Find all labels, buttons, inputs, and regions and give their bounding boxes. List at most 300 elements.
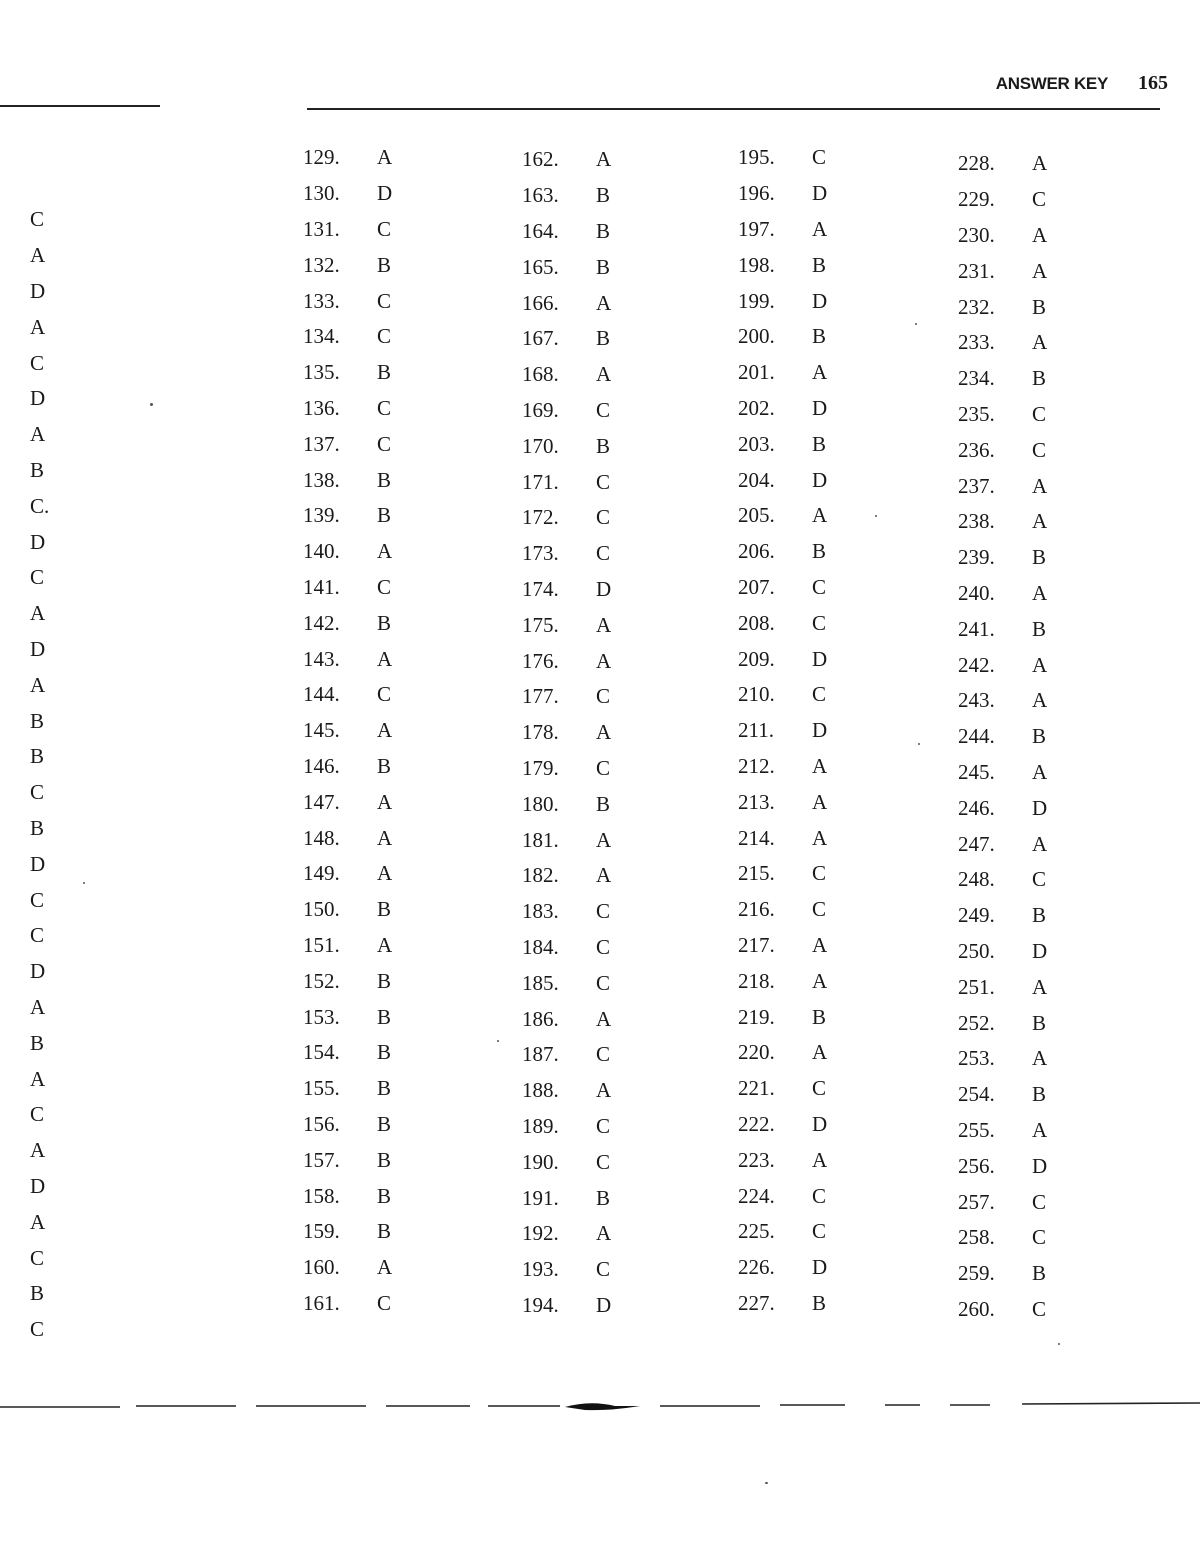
left-answer-row	[30, 309, 49, 345]
question-number: 250.	[958, 938, 995, 963]
answer-letter: C	[596, 1042, 611, 1067]
question-number: 171.	[522, 469, 559, 494]
question-number: 165.	[522, 254, 559, 279]
answer-row	[522, 428, 611, 464]
answer-row	[738, 355, 827, 391]
answer-row	[522, 930, 611, 966]
answer-row	[958, 790, 1047, 826]
question-number: 194.	[522, 1292, 559, 1317]
left-answer-row	[30, 381, 49, 417]
question-number: 240.	[958, 580, 995, 605]
answer-letter: B	[377, 968, 392, 993]
question-number: 135.	[303, 360, 340, 385]
answer-letter: A	[596, 863, 612, 888]
question-number: 130.	[303, 181, 340, 206]
answer-column-4	[958, 146, 1047, 1327]
left-answer-row	[30, 811, 49, 847]
answer-row	[522, 786, 611, 822]
answer-row	[738, 963, 827, 999]
answer-row	[303, 1142, 392, 1178]
question-number: 257.	[958, 1189, 995, 1214]
question-number: 146.	[303, 753, 340, 778]
question-number: 205.	[738, 503, 775, 528]
question-number: 175.	[522, 612, 559, 637]
question-number: 132.	[303, 252, 340, 277]
answer-letter: C	[812, 897, 827, 922]
question-number: 148.	[303, 825, 340, 850]
answer-letter: A	[30, 672, 46, 697]
answer-row	[738, 498, 827, 534]
answer-letter: C	[1032, 187, 1047, 212]
answer-letter: C	[30, 1102, 45, 1127]
answer-row	[303, 534, 392, 570]
answer-row	[522, 643, 611, 679]
answer-row	[522, 393, 611, 429]
question-number: 188.	[522, 1078, 559, 1103]
answer-row	[303, 1107, 392, 1143]
speck	[497, 1040, 499, 1042]
question-number: 215.	[738, 861, 775, 886]
question-number: 209.	[738, 646, 775, 671]
answer-letter: A	[1032, 473, 1048, 498]
left-answer-row	[30, 1025, 49, 1061]
left-answer-row	[30, 417, 49, 453]
question-number: 180.	[522, 791, 559, 816]
answer-row	[958, 468, 1047, 504]
answer-letter: B	[377, 1183, 392, 1208]
answer-letter: A	[596, 612, 612, 637]
speck	[918, 743, 920, 745]
answer-row	[303, 1035, 392, 1071]
question-number: 184.	[522, 934, 559, 959]
question-number: 255.	[958, 1117, 995, 1142]
left-answer-row	[30, 1061, 49, 1097]
answer-letter: A	[1032, 759, 1048, 784]
question-number: 246.	[958, 795, 995, 820]
question-number: 224.	[738, 1183, 775, 1208]
question-number: 221.	[738, 1076, 775, 1101]
answer-letter: A	[596, 648, 612, 673]
answer-letter: B	[377, 1111, 392, 1136]
left-answer-row	[30, 596, 49, 632]
answer-column-3	[738, 140, 827, 1321]
answer-row	[522, 679, 611, 715]
question-number: 196.	[738, 181, 775, 206]
answer-row	[738, 391, 827, 427]
question-number: 166.	[522, 290, 559, 315]
answer-letter: B	[30, 1030, 45, 1055]
question-number: 133.	[303, 288, 340, 313]
left-answer-row	[30, 846, 49, 882]
answer-letter: B	[30, 708, 45, 733]
question-number: 256.	[958, 1153, 995, 1178]
answer-row	[738, 856, 827, 892]
answer-letter: C	[30, 887, 45, 912]
question-number: 140.	[303, 539, 340, 564]
answer-row	[303, 176, 392, 212]
answer-row	[958, 1005, 1047, 1041]
question-number: 220.	[738, 1040, 775, 1065]
answer-row	[303, 1250, 392, 1286]
answer-letter: A	[596, 1006, 612, 1031]
answer-row	[303, 749, 392, 785]
answer-row	[303, 641, 392, 677]
answer-letter: C	[377, 395, 392, 420]
question-number: 202.	[738, 395, 775, 420]
answer-letter: C	[1032, 437, 1047, 462]
answer-row	[303, 426, 392, 462]
answer-letter: D	[596, 576, 612, 601]
question-number: 233.	[958, 330, 995, 355]
answer-row	[738, 426, 827, 462]
answer-row	[958, 146, 1047, 182]
answer-row	[303, 1071, 392, 1107]
question-number: 230.	[958, 222, 995, 247]
answer-letter: B	[1032, 616, 1047, 641]
answer-row	[522, 894, 611, 930]
answer-letter: D	[812, 288, 828, 313]
answer-letter: D	[377, 181, 393, 206]
answer-letter: A	[1032, 151, 1048, 176]
answer-row	[738, 319, 827, 355]
answer-letter: A	[30, 1209, 46, 1234]
answer-letter: C	[1032, 1225, 1047, 1250]
question-number: 161.	[303, 1290, 340, 1315]
answer-letter: B	[1032, 903, 1047, 928]
question-number: 182.	[522, 863, 559, 888]
question-number: 156.	[303, 1111, 340, 1136]
left-answer-row	[30, 1097, 49, 1133]
answer-letter: A	[377, 1255, 393, 1280]
answer-letter: B	[1032, 366, 1047, 391]
answer-letter: B	[377, 360, 392, 385]
answer-letter: D	[30, 636, 46, 661]
left-answer-row	[30, 739, 49, 775]
answer-letter: C	[596, 469, 611, 494]
answer-letter: C	[812, 145, 827, 170]
answer-row	[958, 719, 1047, 755]
answer-letter: A	[812, 825, 828, 850]
answer-letter: A	[812, 360, 828, 385]
answer-letter: C	[30, 207, 45, 232]
answer-letter: C	[377, 1290, 392, 1315]
question-number: 235.	[958, 401, 995, 426]
question-number: 259.	[958, 1261, 995, 1286]
answer-row	[958, 1256, 1047, 1292]
answer-letter: C	[1032, 867, 1047, 892]
answer-letter: C	[596, 397, 611, 422]
question-number: 186.	[522, 1006, 559, 1031]
answer-letter: A	[812, 753, 828, 778]
question-number: 129.	[303, 145, 340, 170]
question-number: 174.	[522, 576, 559, 601]
left-answer-row	[30, 990, 49, 1026]
answer-letter: C	[377, 324, 392, 349]
answer-row	[522, 214, 611, 250]
answer-row	[958, 1292, 1047, 1328]
answer-row	[738, 570, 827, 606]
answer-letter: C	[596, 541, 611, 566]
answer-letter: B	[1032, 1261, 1047, 1286]
answer-letter: C	[377, 216, 392, 241]
answer-letter: B	[596, 218, 611, 243]
answer-letter: B	[377, 897, 392, 922]
answer-row	[958, 1041, 1047, 1077]
answer-letter: B	[377, 1076, 392, 1101]
question-number: 164.	[522, 218, 559, 243]
answer-letter: B	[1032, 294, 1047, 319]
question-number: 155.	[303, 1076, 340, 1101]
answer-row	[738, 176, 827, 212]
answer-row	[522, 751, 611, 787]
left-answer-row	[30, 667, 49, 703]
answer-row	[522, 1288, 611, 1324]
answer-letter: A	[1032, 652, 1048, 677]
left-answer-row	[30, 345, 49, 381]
answer-letter: D	[812, 1255, 828, 1280]
answer-letter: D	[30, 529, 46, 554]
question-number: 152.	[303, 968, 340, 993]
running-head-title: ANSWER KEY	[995, 74, 1108, 93]
answer-letter: B	[596, 183, 611, 208]
question-number: 142.	[303, 610, 340, 635]
answer-row	[738, 1107, 827, 1143]
answer-row	[522, 500, 611, 536]
answer-row	[738, 462, 827, 498]
question-number: 243.	[958, 688, 995, 713]
speck	[875, 515, 877, 517]
question-number: 223.	[738, 1147, 775, 1172]
answer-row	[958, 253, 1047, 289]
answer-letter: B	[377, 1147, 392, 1172]
question-number: 181.	[522, 827, 559, 852]
speck	[83, 882, 85, 884]
answer-row	[958, 289, 1047, 325]
answer-row	[958, 862, 1047, 898]
question-number: 159.	[303, 1219, 340, 1244]
question-number: 144.	[303, 682, 340, 707]
answer-letter: D	[30, 959, 46, 984]
question-number: 173.	[522, 541, 559, 566]
left-answer-row	[30, 1204, 49, 1240]
left-answer-row	[30, 560, 49, 596]
answer-letter: A	[377, 539, 393, 564]
answer-row	[738, 1250, 827, 1286]
question-number: 210.	[738, 682, 775, 707]
question-number: 190.	[522, 1149, 559, 1174]
answer-letter: B	[812, 252, 827, 277]
answer-row	[958, 361, 1047, 397]
question-number: 200.	[738, 324, 775, 349]
answer-row	[303, 605, 392, 641]
question-number: 227.	[738, 1290, 775, 1315]
answer-row	[303, 928, 392, 964]
answer-letter: B	[377, 610, 392, 635]
question-number: 199.	[738, 288, 775, 313]
question-number: 158.	[303, 1183, 340, 1208]
answer-row	[303, 212, 392, 248]
left-answer-row	[30, 524, 49, 560]
answer-row	[738, 534, 827, 570]
question-number: 242.	[958, 652, 995, 677]
answer-row	[522, 1073, 611, 1109]
left-answer-row	[30, 1133, 49, 1169]
question-number: 229.	[958, 187, 995, 212]
left-answer-row	[30, 1276, 49, 1312]
question-number: 247.	[958, 831, 995, 856]
question-number: 201.	[738, 360, 775, 385]
answer-row	[738, 212, 827, 248]
answer-letter: A	[1032, 974, 1048, 999]
answer-letter: D	[812, 646, 828, 671]
question-number: 176.	[522, 648, 559, 673]
question-number: 204.	[738, 467, 775, 492]
answer-row	[738, 1035, 827, 1071]
answer-letter: A	[30, 601, 46, 626]
answer-row	[738, 784, 827, 820]
header-rule	[307, 108, 1160, 110]
answer-letter: C	[377, 574, 392, 599]
answer-row	[522, 858, 611, 894]
answer-letter: B	[1032, 724, 1047, 749]
answer-letter: D	[812, 1111, 828, 1136]
question-number: 153.	[303, 1004, 340, 1029]
question-number: 191.	[522, 1185, 559, 1210]
question-number: 253.	[958, 1046, 995, 1071]
question-number: 216.	[738, 897, 775, 922]
answer-row	[738, 605, 827, 641]
answer-letter: C	[30, 780, 45, 805]
answer-row	[303, 498, 392, 534]
answer-row	[303, 247, 392, 283]
question-number: 131.	[303, 216, 340, 241]
answer-row	[738, 820, 827, 856]
answer-letter: B	[377, 1219, 392, 1244]
answer-letter: D	[1032, 1153, 1048, 1178]
answer-row	[522, 715, 611, 751]
question-number: 134.	[303, 324, 340, 349]
answer-letter: C	[30, 350, 45, 375]
answer-letter: C	[30, 1245, 45, 1270]
answer-letter: C	[812, 861, 827, 886]
header-rule-left	[0, 105, 160, 107]
question-number: 167.	[522, 326, 559, 351]
answer-letter: A	[377, 718, 393, 743]
question-number: 234.	[958, 366, 995, 391]
answer-letter: A	[1032, 222, 1048, 247]
answer-letter: A	[30, 422, 46, 447]
answer-row	[522, 357, 611, 393]
answer-row	[303, 570, 392, 606]
answer-letter: B	[377, 1004, 392, 1029]
answer-row	[958, 397, 1047, 433]
answer-letter: A	[30, 1138, 46, 1163]
question-number: 252.	[958, 1010, 995, 1035]
question-number: 138.	[303, 467, 340, 492]
answer-letter: D	[1032, 938, 1048, 963]
answer-letter: C	[596, 934, 611, 959]
answer-letter: C	[812, 610, 827, 635]
question-number: 150.	[303, 897, 340, 922]
answer-letter: C	[596, 684, 611, 709]
answer-row	[303, 1286, 392, 1322]
answer-letter: C	[30, 923, 45, 948]
answer-letter: B	[377, 252, 392, 277]
answer-letter: B	[596, 254, 611, 279]
left-answer-row	[30, 453, 49, 489]
page-number: 165	[1138, 72, 1168, 94]
question-number: 213.	[738, 789, 775, 814]
question-number: 162.	[522, 147, 559, 172]
answer-letter: B	[812, 431, 827, 456]
answer-letter: C	[812, 1183, 827, 1208]
question-number: 169.	[522, 397, 559, 422]
answer-letter: A	[596, 290, 612, 315]
answer-row	[522, 1037, 611, 1073]
answer-letter: A	[596, 1221, 612, 1246]
answer-letter: A	[1032, 509, 1048, 534]
answer-letter: B	[30, 744, 45, 769]
question-number: 236.	[958, 437, 995, 462]
answer-letter: C	[30, 565, 45, 590]
answer-letter: D	[30, 851, 46, 876]
left-answer-row	[30, 202, 49, 238]
answer-letter: D	[596, 1292, 612, 1317]
answer-letter: A	[1032, 1046, 1048, 1071]
answer-row	[738, 928, 827, 964]
answer-row	[738, 892, 827, 928]
answer-row	[958, 611, 1047, 647]
answer-row	[738, 1142, 827, 1178]
answer-letter: C	[596, 1257, 611, 1282]
answer-row	[522, 1144, 611, 1180]
answer-letter: C	[596, 755, 611, 780]
left-answer-column	[30, 202, 49, 1348]
answer-row	[738, 999, 827, 1035]
answer-letter: B	[812, 324, 827, 349]
question-number: 211.	[738, 718, 774, 743]
answer-row	[303, 784, 392, 820]
page-header	[996, 72, 1168, 95]
answer-letter: A	[812, 968, 828, 993]
answer-letter: A	[596, 827, 612, 852]
question-number: 192.	[522, 1221, 559, 1246]
question-number: 151.	[303, 932, 340, 957]
question-number: 149.	[303, 861, 340, 886]
answer-column-1	[303, 140, 392, 1321]
answer-letter: A	[596, 147, 612, 172]
question-number: 172.	[522, 505, 559, 530]
question-number: 136.	[303, 395, 340, 420]
answer-row	[958, 182, 1047, 218]
answer-row	[738, 713, 827, 749]
left-answer-row	[30, 632, 49, 668]
answer-row	[303, 713, 392, 749]
answer-letter: D	[30, 386, 46, 411]
question-number: 244.	[958, 724, 995, 749]
answer-row	[522, 1252, 611, 1288]
answer-letter: D	[812, 467, 828, 492]
question-number: 177.	[522, 684, 559, 709]
question-number: 232.	[958, 294, 995, 319]
question-number: 214.	[738, 825, 775, 850]
answer-letter: C	[1032, 1189, 1047, 1214]
question-number: 222.	[738, 1111, 775, 1136]
answer-row	[522, 178, 611, 214]
answer-row	[958, 683, 1047, 719]
answer-row	[522, 1109, 611, 1145]
answer-row	[958, 432, 1047, 468]
